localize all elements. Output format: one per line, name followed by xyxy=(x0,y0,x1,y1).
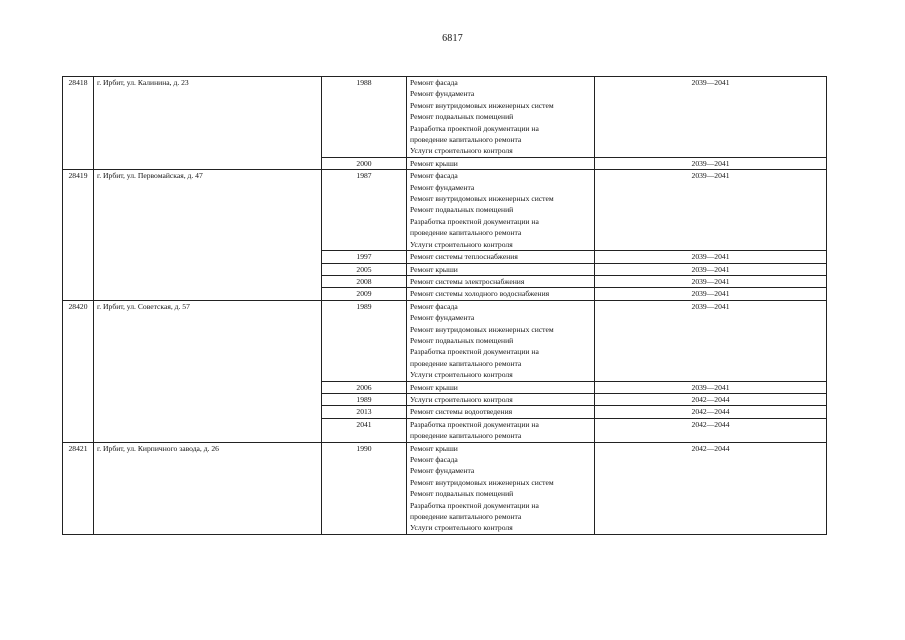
last-repair-year: 1989 xyxy=(322,300,407,381)
work-type: Разработка проектной документации на xyxy=(410,419,539,429)
work-types-cell xyxy=(407,300,595,381)
planned-period: 2042—2044 xyxy=(595,406,827,418)
building-id: 28418 xyxy=(63,77,94,170)
work-type: Ремонт системы электроснабжения xyxy=(410,276,525,286)
work-types-cell xyxy=(407,157,595,169)
planned-period: 2039—2041 xyxy=(595,275,827,287)
work-type: Ремонт системы теплоснабжения xyxy=(410,252,518,262)
planned-period: 2042—2044 xyxy=(595,442,827,534)
work-type: Ремонт фундамента xyxy=(410,466,475,476)
planned-period: 2039—2041 xyxy=(595,381,827,393)
work-type: проведение капитального ремонта xyxy=(410,228,522,238)
work-type: проведение капитального ремонта xyxy=(410,358,522,368)
last-repair-year: 2000 xyxy=(322,157,407,169)
building-id: 28420 xyxy=(63,300,94,442)
last-repair-year: 2008 xyxy=(322,275,407,287)
building-address: г. Ирбит, ул. Калинина, д. 23 xyxy=(94,77,322,170)
planned-period: 2042—2044 xyxy=(595,393,827,405)
work-type: Ремонт подвальных помещений xyxy=(410,112,514,122)
work-type: Разработка проектной документации на xyxy=(410,500,539,510)
last-repair-year: 2009 xyxy=(322,288,407,300)
work-type: Ремонт фасада xyxy=(410,171,458,181)
work-types-cell xyxy=(407,263,595,275)
table-row xyxy=(63,300,827,381)
work-type: Услуги строительного контроля xyxy=(410,370,513,380)
work-types-cell xyxy=(407,170,595,251)
work-types-cell xyxy=(407,288,595,300)
table-row xyxy=(63,442,827,534)
last-repair-year: 1997 xyxy=(322,251,407,263)
work-type: Услуги строительного контроля xyxy=(410,146,513,156)
table-row xyxy=(63,77,827,158)
work-type: Ремонт подвальных помещений xyxy=(410,205,514,215)
work-type: Разработка проектной документации на xyxy=(410,347,539,357)
work-type: Ремонт фасада xyxy=(410,455,458,464)
page-number: 6817 xyxy=(442,33,463,44)
building-address: г. Ирбит, ул. Советская, д. 57 xyxy=(94,300,322,442)
work-type: Ремонт системы водоотведения xyxy=(410,407,513,417)
work-type: Разработка проектной документации на xyxy=(410,123,539,133)
work-type: Услуги строительного контроля xyxy=(410,394,513,404)
work-type: Ремонт внутридомовых инженерных систем xyxy=(410,477,554,487)
planned-period: 2039—2041 xyxy=(595,251,827,263)
planned-period: 2039—2041 xyxy=(595,77,827,158)
planned-period: 2039—2041 xyxy=(595,157,827,169)
work-type: проведение капитального ремонта xyxy=(410,135,522,145)
work-types-cell xyxy=(407,275,595,287)
work-type: Ремонт фасада xyxy=(410,301,458,311)
last-repair-year: 2005 xyxy=(322,263,407,275)
planned-period: 2039—2041 xyxy=(595,288,827,300)
work-type: Ремонт фундамента xyxy=(410,89,475,99)
work-type: Ремонт внутридомовых инженерных систем xyxy=(410,100,554,110)
planned-period: 2039—2041 xyxy=(595,170,827,251)
work-type: Ремонт крыши xyxy=(410,264,458,274)
work-type: проведение капитального ремонта xyxy=(410,431,522,441)
work-type: проведение капитального ремонта xyxy=(410,512,522,522)
work-types-cell xyxy=(407,77,595,158)
work-type: Ремонт крыши xyxy=(410,382,458,392)
last-repair-year: 1987 xyxy=(322,170,407,251)
work-types-cell xyxy=(407,406,595,418)
work-type: Услуги строительного контроля xyxy=(410,239,513,249)
building-address: г. Ирбит, ул. Кирпичного завода, д. 26 xyxy=(94,442,322,534)
work-types-cell xyxy=(407,251,595,263)
work-type: Ремонт фундамента xyxy=(410,313,475,323)
work-type: Ремонт фундамента xyxy=(410,182,475,192)
work-type: Ремонт внутридомовых инженерных систем xyxy=(410,324,554,334)
building-address: г. Ирбит, ул. Первомайская, д. 47 xyxy=(94,170,322,300)
work-types-cell xyxy=(407,381,595,393)
last-repair-year: 2041 xyxy=(322,418,407,442)
planned-period: 2039—2041 xyxy=(595,300,827,381)
work-type: Услуги строительного контроля xyxy=(410,523,513,533)
last-repair-year: 1990 xyxy=(322,442,407,534)
table-row xyxy=(63,170,827,251)
work-type: Ремонт подвальных помещений xyxy=(410,335,514,345)
last-repair-year: 1988 xyxy=(322,77,407,158)
work-type: Ремонт крыши xyxy=(410,158,458,168)
work-type: Ремонт внутридомовых инженерных систем xyxy=(410,194,554,204)
work-type: Ремонт системы холодного водоснабжения xyxy=(410,289,550,299)
work-types-cell xyxy=(407,393,595,405)
capital-repair-table xyxy=(62,76,827,535)
building-id: 28419 xyxy=(63,170,94,300)
work-type: Ремонт крыши xyxy=(410,443,458,453)
table-body xyxy=(63,77,827,535)
last-repair-year: 2006 xyxy=(322,381,407,393)
work-type: Ремонт фасада xyxy=(410,78,458,87)
last-repair-year: 2013 xyxy=(322,406,407,418)
planned-period: 2042—2044 xyxy=(595,418,827,442)
building-id: 28421 xyxy=(63,442,94,534)
planned-period: 2039—2041 xyxy=(595,263,827,275)
last-repair-year: 1989 xyxy=(322,393,407,405)
work-types-cell xyxy=(407,418,595,442)
work-types-cell xyxy=(407,442,595,534)
work-type: Ремонт подвальных помещений xyxy=(410,489,514,499)
work-type: Разработка проектной документации на xyxy=(410,216,539,226)
